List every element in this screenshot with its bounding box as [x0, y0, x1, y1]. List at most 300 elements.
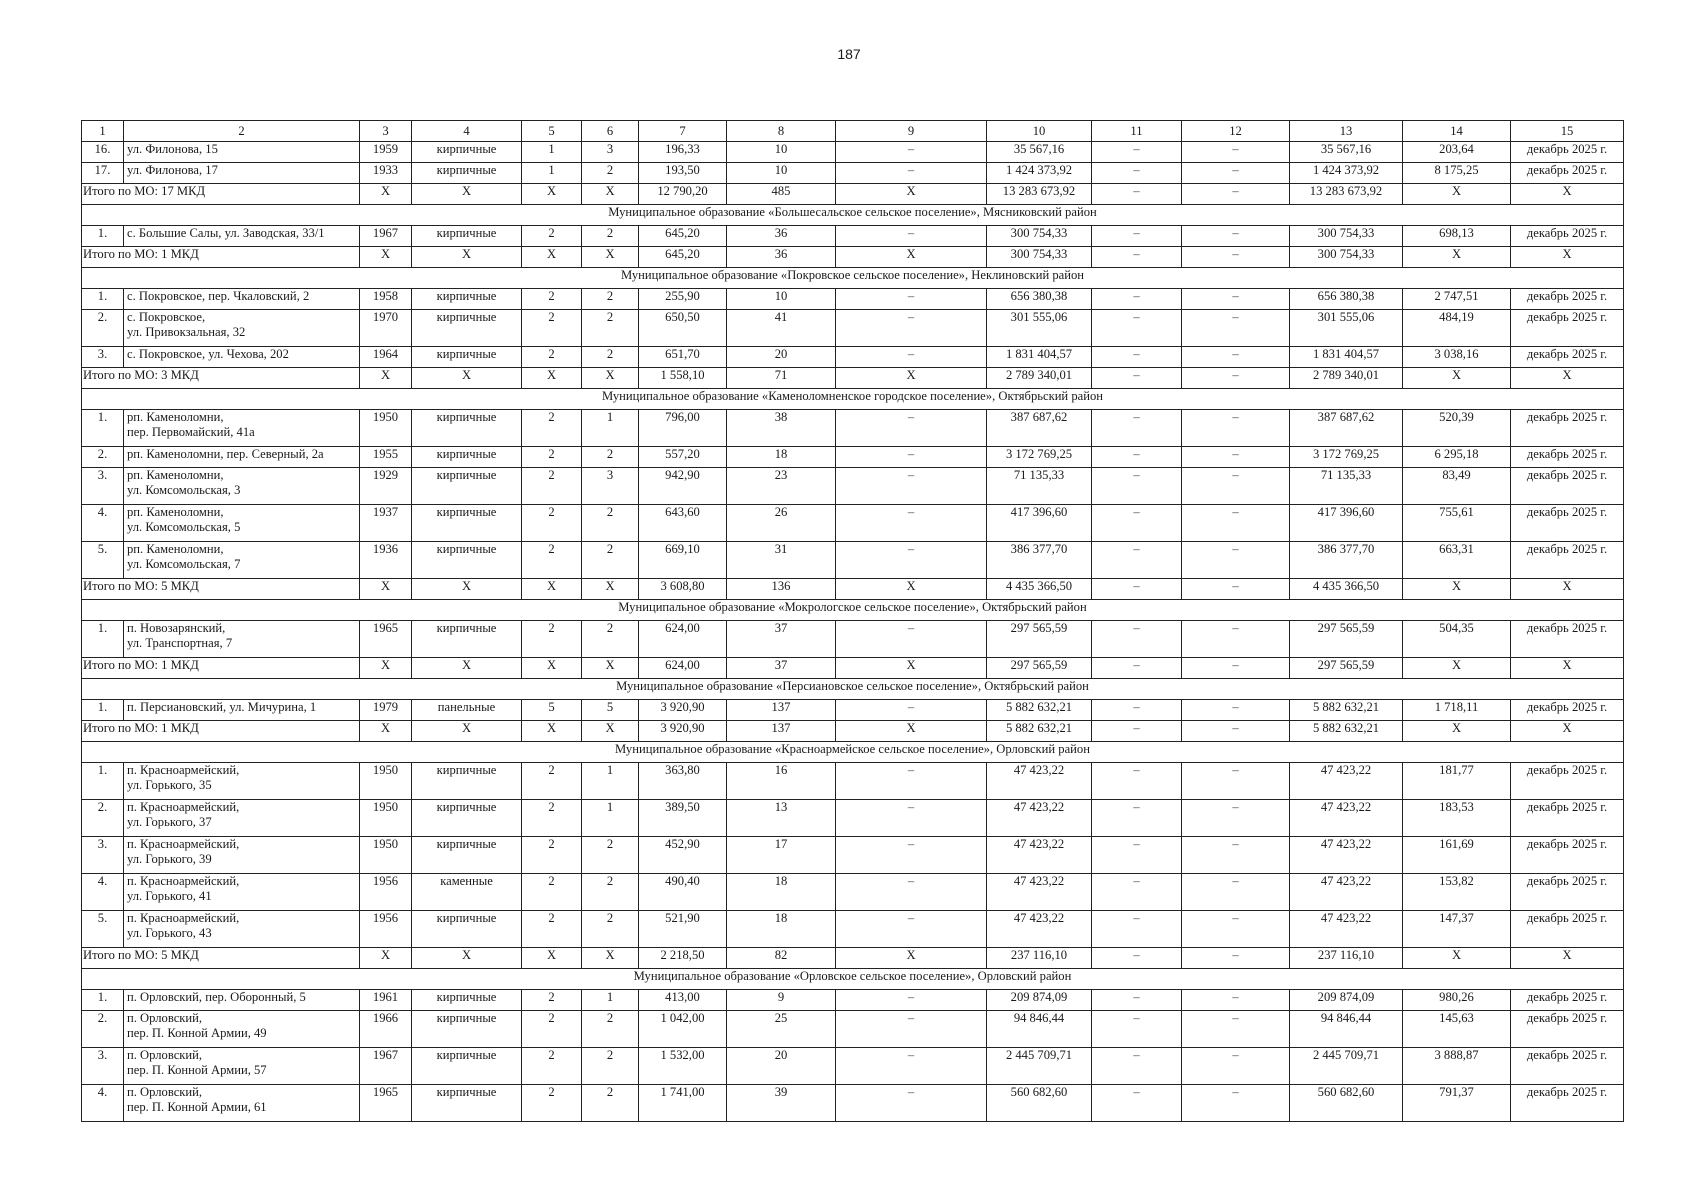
total-cost-cell: 387 687,62 [1290, 410, 1403, 447]
floors-cell: 2 [522, 800, 582, 837]
year-built-cell: 1965 [360, 1085, 412, 1122]
cost-cell: 297 565,59 [987, 658, 1092, 679]
total-label-cell: Итого по МО: 5 МКД [82, 579, 360, 600]
col9-cell: – [836, 1011, 987, 1048]
deadline-cell: декабрь 2025 г. [1511, 911, 1624, 948]
wall-material-cell: кирпичные [412, 347, 522, 368]
area-cell: 1 741,00 [639, 1085, 727, 1122]
municipality-section-row [82, 742, 1624, 763]
residents-cell: 9 [727, 990, 836, 1011]
year-built-cell: X [360, 247, 412, 268]
wall-material-cell: кирпичные [412, 1085, 522, 1122]
col12-cell: – [1182, 310, 1290, 347]
total-cost-cell: 560 682,60 [1290, 1085, 1403, 1122]
residents-cell: 17 [727, 837, 836, 874]
row-number-cell: 4. [82, 505, 124, 542]
col11-cell: – [1092, 579, 1182, 600]
total-cost-cell: 297 565,59 [1290, 658, 1403, 679]
total-cost-cell: 5 882 632,21 [1290, 700, 1403, 721]
year-built-cell: 1979 [360, 700, 412, 721]
table-row [82, 542, 1624, 579]
total-label-cell: Итого по МО: 5 МКД [82, 948, 360, 969]
year-built-cell: 1959 [360, 142, 412, 163]
cost-cell: 47 423,22 [987, 874, 1092, 911]
col11-cell: – [1092, 310, 1182, 347]
col11-cell: – [1092, 763, 1182, 800]
deadline-cell: декабрь 2025 г. [1511, 621, 1624, 658]
table-row [82, 1085, 1624, 1122]
col9-cell: – [836, 700, 987, 721]
col11-cell: – [1092, 874, 1182, 911]
row-number-cell: 3. [82, 837, 124, 874]
year-built-cell: 1950 [360, 410, 412, 447]
wall-material-cell: кирпичные [412, 911, 522, 948]
unit-cost-cell: 484,19 [1403, 310, 1511, 347]
deadline-cell: декабрь 2025 г. [1511, 226, 1624, 247]
col11-cell: – [1092, 837, 1182, 874]
municipality-section-row [82, 268, 1624, 289]
row-number-cell: 3. [82, 347, 124, 368]
entrances-cell: 2 [582, 911, 639, 948]
residents-cell: 16 [727, 763, 836, 800]
row-number-cell: 2. [82, 447, 124, 468]
col11-cell: – [1092, 289, 1182, 310]
year-built-cell: 1967 [360, 1048, 412, 1085]
row-number-cell: 2. [82, 310, 124, 347]
unit-cost-cell: 698,13 [1403, 226, 1511, 247]
residents-cell: 25 [727, 1011, 836, 1048]
entrances-cell: 2 [582, 1048, 639, 1085]
row-number-cell: 2. [82, 800, 124, 837]
col12-cell: – [1182, 1048, 1290, 1085]
municipality-section-row [82, 389, 1624, 410]
deadline-cell: X [1511, 948, 1624, 969]
deadline-cell: декабрь 2025 г. [1511, 837, 1624, 874]
year-built-cell: 1966 [360, 1011, 412, 1048]
total-cost-cell: 47 423,22 [1290, 800, 1403, 837]
unit-cost-cell: 663,31 [1403, 542, 1511, 579]
area-cell: 413,00 [639, 990, 727, 1011]
cost-cell: 1 424 373,92 [987, 163, 1092, 184]
deadline-cell: декабрь 2025 г. [1511, 990, 1624, 1011]
address-cell: п. Красноармейский, ул. Горького, 43 [124, 911, 360, 948]
total-cost-cell: 300 754,33 [1290, 226, 1403, 247]
total-cost-cell: 94 846,44 [1290, 1011, 1403, 1048]
area-cell: 624,00 [639, 621, 727, 658]
unit-cost-cell: X [1403, 247, 1511, 268]
wall-material-cell: кирпичные [412, 542, 522, 579]
year-built-cell: 1964 [360, 347, 412, 368]
floors-cell: 2 [522, 763, 582, 800]
col11-cell: – [1092, 621, 1182, 658]
floors-cell: 2 [522, 447, 582, 468]
total-cost-cell: 47 423,22 [1290, 837, 1403, 874]
total-row [82, 948, 1624, 969]
deadline-cell: декабрь 2025 г. [1511, 542, 1624, 579]
cost-cell: 47 423,22 [987, 911, 1092, 948]
area-cell: 521,90 [639, 911, 727, 948]
row-number-cell: 17. [82, 163, 124, 184]
entrances-cell: X [582, 247, 639, 268]
cost-cell: 2 445 709,71 [987, 1048, 1092, 1085]
col11-cell: – [1092, 700, 1182, 721]
address-cell: п. Красноармейский, ул. Горького, 41 [124, 874, 360, 911]
deadline-cell: X [1511, 184, 1624, 205]
area-cell: 3 608,80 [639, 579, 727, 600]
wall-material-cell: кирпичные [412, 142, 522, 163]
col12-cell: – [1182, 142, 1290, 163]
area-cell: 12 790,20 [639, 184, 727, 205]
wall-material-cell: кирпичные [412, 289, 522, 310]
total-label-cell: Итого по МО: 1 МКД [82, 247, 360, 268]
col12-cell: – [1182, 542, 1290, 579]
col9-cell: – [836, 837, 987, 874]
deadline-cell: X [1511, 247, 1624, 268]
col12-cell: – [1182, 621, 1290, 658]
wall-material-cell: X [412, 721, 522, 742]
column-number-cell: 3 [360, 121, 412, 142]
unit-cost-cell: 3 038,16 [1403, 347, 1511, 368]
entrances-cell: X [582, 579, 639, 600]
year-built-cell: 1950 [360, 763, 412, 800]
total-cost-cell: 301 555,06 [1290, 310, 1403, 347]
residents-cell: 26 [727, 505, 836, 542]
wall-material-cell: кирпичные [412, 447, 522, 468]
residents-cell: 36 [727, 226, 836, 247]
table-row [82, 911, 1624, 948]
total-label-cell: Итого по МО: 1 МКД [82, 658, 360, 679]
total-row [82, 247, 1624, 268]
year-built-cell: 1958 [360, 289, 412, 310]
wall-material-cell: кирпичные [412, 163, 522, 184]
floors-cell: 2 [522, 410, 582, 447]
col9-cell: – [836, 447, 987, 468]
residents-cell: 71 [727, 368, 836, 389]
table-row [82, 347, 1624, 368]
col9-cell: X [836, 579, 987, 600]
row-number-cell: 3. [82, 468, 124, 505]
area-cell: 557,20 [639, 447, 727, 468]
cost-cell: 387 687,62 [987, 410, 1092, 447]
deadline-cell: декабрь 2025 г. [1511, 700, 1624, 721]
deadline-cell: декабрь 2025 г. [1511, 163, 1624, 184]
wall-material-cell: кирпичные [412, 1011, 522, 1048]
table-row [82, 800, 1624, 837]
col9-cell: X [836, 184, 987, 205]
entrances-cell: 2 [582, 310, 639, 347]
table-row [82, 447, 1624, 468]
col12-cell: – [1182, 1085, 1290, 1122]
column-number-cell: 1 [82, 121, 124, 142]
floors-cell: 2 [522, 289, 582, 310]
total-cost-cell: 1 424 373,92 [1290, 163, 1403, 184]
col12-cell: – [1182, 1011, 1290, 1048]
total-cost-cell: 71 135,33 [1290, 468, 1403, 505]
area-cell: 363,80 [639, 763, 727, 800]
unit-cost-cell: 83,49 [1403, 468, 1511, 505]
wall-material-cell: кирпичные [412, 310, 522, 347]
address-cell: п. Орловский, пер. Оборонный, 5 [124, 990, 360, 1011]
year-built-cell: 1970 [360, 310, 412, 347]
cost-cell: 2 789 340,01 [987, 368, 1092, 389]
col9-cell: – [836, 874, 987, 911]
entrances-cell: X [582, 721, 639, 742]
column-number-row [82, 121, 1624, 142]
entrances-cell: 2 [582, 874, 639, 911]
col12-cell: – [1182, 700, 1290, 721]
wall-material-cell: X [412, 579, 522, 600]
row-number-cell: 3. [82, 1048, 124, 1085]
address-cell: п. Орловский, пер. П. Конной Армии, 57 [124, 1048, 360, 1085]
deadline-cell: X [1511, 579, 1624, 600]
address-cell: п. Новозарянский, ул. Транспортная, 7 [124, 621, 360, 658]
area-cell: 3 920,90 [639, 700, 727, 721]
unit-cost-cell: 1 718,11 [1403, 700, 1511, 721]
col9-cell: – [836, 226, 987, 247]
table-row [82, 142, 1624, 163]
entrances-cell: 1 [582, 990, 639, 1011]
municipality-section-row [82, 600, 1624, 621]
row-number-cell: 1. [82, 990, 124, 1011]
col9-cell: – [836, 163, 987, 184]
floors-cell: 2 [522, 347, 582, 368]
floors-cell: 2 [522, 874, 582, 911]
municipality-title: Муниципальное образование «Персиановское сельское поселение», Октябрьский район [82, 679, 1624, 700]
municipality-section-row [82, 205, 1624, 226]
floors-cell: X [522, 184, 582, 205]
municipality-title: Муниципальное образование «Мокрологское сельское поселение», Октябрьский район [82, 600, 1624, 621]
col9-cell: – [836, 542, 987, 579]
col11-cell: – [1092, 184, 1182, 205]
municipality-title: Муниципальное образование «Орловское сельское поселение», Орловский район [82, 969, 1624, 990]
table-body [82, 121, 1624, 1122]
table-row [82, 410, 1624, 447]
cost-cell: 4 435 366,50 [987, 579, 1092, 600]
cost-cell: 560 682,60 [987, 1085, 1092, 1122]
cost-cell: 301 555,06 [987, 310, 1092, 347]
area-cell: 643,60 [639, 505, 727, 542]
address-cell: ул. Филонова, 17 [124, 163, 360, 184]
table-row [82, 874, 1624, 911]
unit-cost-cell: 3 888,87 [1403, 1048, 1511, 1085]
col12-cell: – [1182, 410, 1290, 447]
entrances-cell: 2 [582, 621, 639, 658]
address-cell: с. Покровское, ул. Чехова, 202 [124, 347, 360, 368]
col9-cell: – [836, 763, 987, 800]
col12-cell: – [1182, 247, 1290, 268]
entrances-cell: X [582, 184, 639, 205]
wall-material-cell: X [412, 658, 522, 679]
entrances-cell: 5 [582, 700, 639, 721]
floors-cell: X [522, 721, 582, 742]
entrances-cell: 1 [582, 800, 639, 837]
entrances-cell: 2 [582, 505, 639, 542]
residents-cell: 41 [727, 310, 836, 347]
unit-cost-cell: X [1403, 721, 1511, 742]
entrances-cell: 2 [582, 289, 639, 310]
col12-cell: – [1182, 800, 1290, 837]
total-cost-cell: 386 377,70 [1290, 542, 1403, 579]
area-cell: 3 920,90 [639, 721, 727, 742]
cost-cell: 5 882 632,21 [987, 721, 1092, 742]
address-cell: ул. Филонова, 15 [124, 142, 360, 163]
total-row [82, 721, 1624, 742]
entrances-cell: 2 [582, 1085, 639, 1122]
address-cell: п. Орловский, пер. П. Конной Армии, 61 [124, 1085, 360, 1122]
floors-cell: 2 [522, 468, 582, 505]
total-cost-cell: 300 754,33 [1290, 247, 1403, 268]
entrances-cell: 2 [582, 837, 639, 874]
year-built-cell: 1956 [360, 911, 412, 948]
year-built-cell: 1933 [360, 163, 412, 184]
total-cost-cell: 1 831 404,57 [1290, 347, 1403, 368]
col11-cell: – [1092, 911, 1182, 948]
residents-cell: 37 [727, 658, 836, 679]
cost-cell: 656 380,38 [987, 289, 1092, 310]
col11-cell: – [1092, 542, 1182, 579]
col12-cell: – [1182, 837, 1290, 874]
total-label-cell: Итого по МО: 3 МКД [82, 368, 360, 389]
entrances-cell: 2 [582, 163, 639, 184]
floors-cell: 2 [522, 1011, 582, 1048]
row-number-cell: 4. [82, 874, 124, 911]
col11-cell: – [1092, 468, 1182, 505]
col9-cell: – [836, 1048, 987, 1085]
deadline-cell: декабрь 2025 г. [1511, 468, 1624, 505]
entrances-cell: X [582, 948, 639, 969]
year-built-cell: X [360, 948, 412, 969]
col9-cell: – [836, 621, 987, 658]
municipality-section-row [82, 969, 1624, 990]
col12-cell: – [1182, 911, 1290, 948]
residents-cell: 10 [727, 289, 836, 310]
address-cell: с. Большие Салы, ул. Заводская, 33/1 [124, 226, 360, 247]
col12-cell: – [1182, 505, 1290, 542]
residents-cell: 20 [727, 1048, 836, 1085]
address-cell: рп. Каменоломни, пер. Северный, 2а [124, 447, 360, 468]
total-cost-cell: 4 435 366,50 [1290, 579, 1403, 600]
column-number-cell: 15 [1511, 121, 1624, 142]
entrances-cell: 2 [582, 347, 639, 368]
table-row [82, 700, 1624, 721]
floors-cell: 5 [522, 700, 582, 721]
col12-cell: – [1182, 721, 1290, 742]
residents-cell: 39 [727, 1085, 836, 1122]
total-cost-cell: 237 116,10 [1290, 948, 1403, 969]
total-cost-cell: 209 874,09 [1290, 990, 1403, 1011]
col11-cell: – [1092, 447, 1182, 468]
unit-cost-cell: 755,61 [1403, 505, 1511, 542]
page-number: 187 [837, 46, 861, 62]
area-cell: 452,90 [639, 837, 727, 874]
floors-cell: 2 [522, 1085, 582, 1122]
col12-cell: – [1182, 163, 1290, 184]
row-number-cell: 1. [82, 621, 124, 658]
area-cell: 389,50 [639, 800, 727, 837]
col12-cell: – [1182, 368, 1290, 389]
address-cell: п. Персиановский, ул. Мичурина, 1 [124, 700, 360, 721]
unit-cost-cell: 161,69 [1403, 837, 1511, 874]
total-cost-cell: 297 565,59 [1290, 621, 1403, 658]
entrances-cell: 3 [582, 142, 639, 163]
entrances-cell: 2 [582, 447, 639, 468]
unit-cost-cell: 181,77 [1403, 763, 1511, 800]
column-number-cell: 14 [1403, 121, 1511, 142]
floors-cell: 1 [522, 163, 582, 184]
table-row [82, 763, 1624, 800]
col9-cell: – [836, 800, 987, 837]
col9-cell: – [836, 347, 987, 368]
year-built-cell: X [360, 721, 412, 742]
column-number-cell: 13 [1290, 121, 1403, 142]
cost-cell: 1 831 404,57 [987, 347, 1092, 368]
col11-cell: – [1092, 1048, 1182, 1085]
floors-cell: 2 [522, 837, 582, 874]
deadline-cell: декабрь 2025 г. [1511, 1011, 1624, 1048]
col9-cell: X [836, 658, 987, 679]
total-row [82, 184, 1624, 205]
floors-cell: X [522, 948, 582, 969]
col11-cell: – [1092, 1085, 1182, 1122]
row-number-cell: 1. [82, 226, 124, 247]
col11-cell: – [1092, 948, 1182, 969]
cost-cell: 5 882 632,21 [987, 700, 1092, 721]
residents-cell: 23 [727, 468, 836, 505]
unit-cost-cell: X [1403, 184, 1511, 205]
cost-cell: 417 396,60 [987, 505, 1092, 542]
deadline-cell: декабрь 2025 г. [1511, 763, 1624, 800]
col12-cell: – [1182, 763, 1290, 800]
floors-cell: X [522, 368, 582, 389]
row-number-cell: 1. [82, 410, 124, 447]
area-cell: 255,90 [639, 289, 727, 310]
col11-cell: – [1092, 410, 1182, 447]
floors-cell: 2 [522, 310, 582, 347]
table-row [82, 621, 1624, 658]
deadline-cell: декабрь 2025 г. [1511, 289, 1624, 310]
residents-cell: 18 [727, 911, 836, 948]
cost-cell: 237 116,10 [987, 948, 1092, 969]
col12-cell: – [1182, 447, 1290, 468]
table-row [82, 505, 1624, 542]
col9-cell: – [836, 310, 987, 347]
column-number-cell: 7 [639, 121, 727, 142]
area-cell: 490,40 [639, 874, 727, 911]
unit-cost-cell: 183,53 [1403, 800, 1511, 837]
municipality-section-row [82, 679, 1624, 700]
col11-cell: – [1092, 142, 1182, 163]
wall-material-cell: X [412, 948, 522, 969]
row-number-cell: 1. [82, 700, 124, 721]
column-number-cell: 10 [987, 121, 1092, 142]
municipality-title: Муниципальное образование «Покровское сельское поселение», Неклиновский район [82, 268, 1624, 289]
wall-material-cell: кирпичные [412, 763, 522, 800]
year-built-cell: 1961 [360, 990, 412, 1011]
year-built-cell: 1936 [360, 542, 412, 579]
unit-cost-cell: 504,35 [1403, 621, 1511, 658]
residents-cell: 20 [727, 347, 836, 368]
cost-cell: 47 423,22 [987, 800, 1092, 837]
residents-cell: 136 [727, 579, 836, 600]
total-cost-cell: 2 445 709,71 [1290, 1048, 1403, 1085]
col11-cell: – [1092, 505, 1182, 542]
municipality-title: Муниципальное образование «Большесальское сельское поселение», Мясниковский район [82, 205, 1624, 226]
floors-cell: 2 [522, 990, 582, 1011]
unit-cost-cell: 520,39 [1403, 410, 1511, 447]
col9-cell: X [836, 368, 987, 389]
area-cell: 1 532,00 [639, 1048, 727, 1085]
col11-cell: – [1092, 658, 1182, 679]
